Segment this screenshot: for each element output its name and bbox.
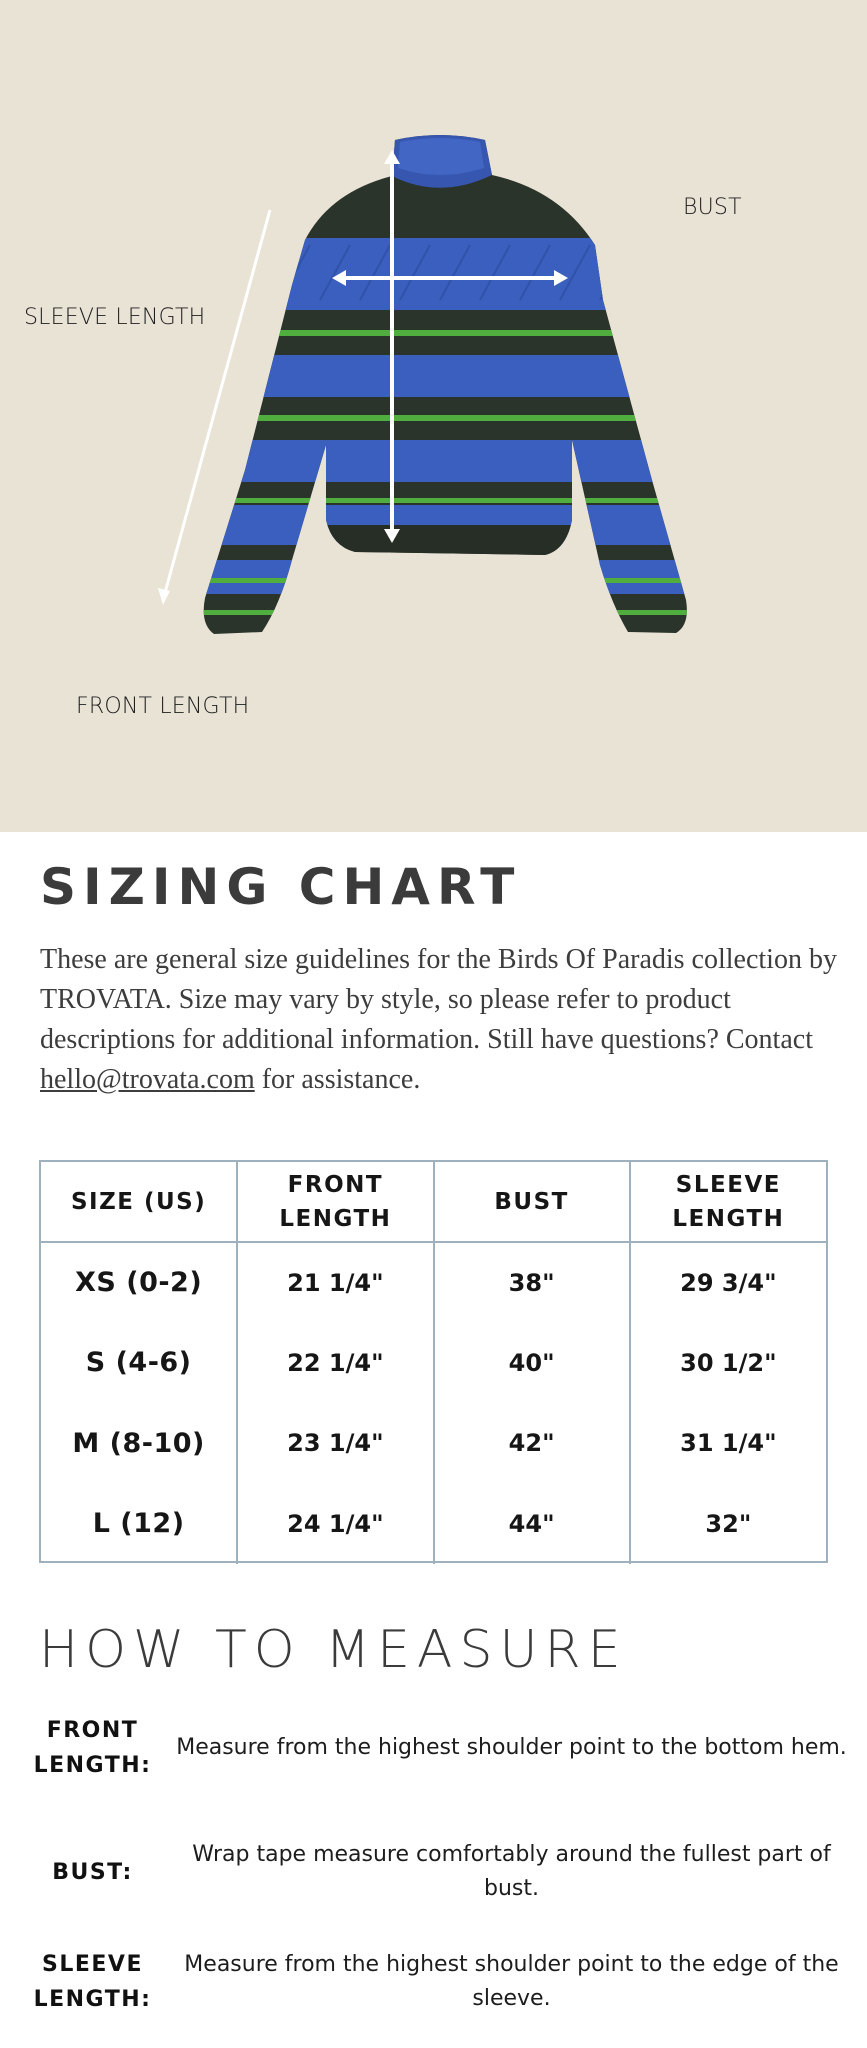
header-front-length: FRONT LENGTH	[237, 1162, 433, 1242]
header-bust: BUST	[434, 1162, 630, 1242]
front-length-cell: 22 1/4"	[237, 1323, 433, 1404]
table-header-row	[41, 1162, 826, 1242]
table-row	[41, 1403, 826, 1484]
measure-description: Measure from the highest shoulder point to the bottom hem.	[176, 1735, 847, 1760]
sleeve-length-cell: 31 1/4"	[630, 1403, 826, 1484]
measure-item-bust	[20, 1838, 850, 1906]
sweater-hero-image	[0, 0, 867, 832]
size-cell: L (12)	[92, 1508, 185, 1540]
size-cell: XS (0-2)	[75, 1267, 203, 1299]
table-row	[41, 1242, 826, 1323]
email-link[interactable]: hello@trovata.com	[40, 1064, 255, 1095]
measure-item-front-length	[20, 1714, 850, 1782]
front-length-cell: 23 1/4"	[237, 1403, 433, 1484]
front-length-cell: 21 1/4"	[237, 1242, 433, 1323]
front-length-cell: 24 1/4"	[237, 1484, 433, 1565]
bust-cell: 42"	[434, 1403, 630, 1484]
measure-term: SLEEVE LENGTH:	[33, 1952, 152, 2012]
bust-cell: 40"	[434, 1323, 630, 1404]
table-row	[41, 1484, 826, 1565]
intro-text-end: for assistance.	[254, 1064, 421, 1095]
front-length-label: FRONT LENGTH	[76, 694, 250, 719]
bust-cell: 38"	[434, 1242, 630, 1323]
measure-description: Measure from the highest shoulder point to the edge of the sleeve.	[184, 1952, 839, 2011]
intro-text-start: These are general size guidelines for the Birds Of Paradis collection by TROVATA. Size may vary by style, so please refer to product descriptions for additional information. Still have questions? Contact	[40, 944, 837, 1055]
header-sleeve-length: SLEEVE LENGTH	[630, 1162, 826, 1242]
measure-term: FRONT LENGTH:	[33, 1718, 152, 1778]
sleeve-length-label: SLEEVE LENGTH	[24, 305, 206, 330]
size-cell: S (4-6)	[85, 1347, 192, 1379]
table-row	[41, 1323, 826, 1404]
measure-item-sleeve-length	[20, 1948, 850, 2016]
header-size: SIZE (US)	[41, 1162, 237, 1242]
bust-label: BUST	[683, 195, 742, 220]
sizing-table	[39, 1160, 828, 1563]
sizing-intro-text	[40, 940, 840, 1100]
measure-description: Wrap tape measure comfortably around the fullest part of bust.	[192, 1842, 831, 1901]
measure-term: BUST:	[52, 1859, 133, 1885]
how-to-measure-title: HOW TO MEASURE	[39, 1620, 628, 1680]
sleeve-length-cell: 29 3/4"	[630, 1242, 826, 1323]
size-cell: M (8-10)	[72, 1427, 205, 1459]
sizing-chart-title: SIZING CHART	[40, 858, 522, 916]
sleeve-length-cell: 32"	[630, 1484, 826, 1565]
sleeve-length-cell: 30 1/2"	[630, 1323, 826, 1404]
bust-cell: 44"	[434, 1484, 630, 1565]
